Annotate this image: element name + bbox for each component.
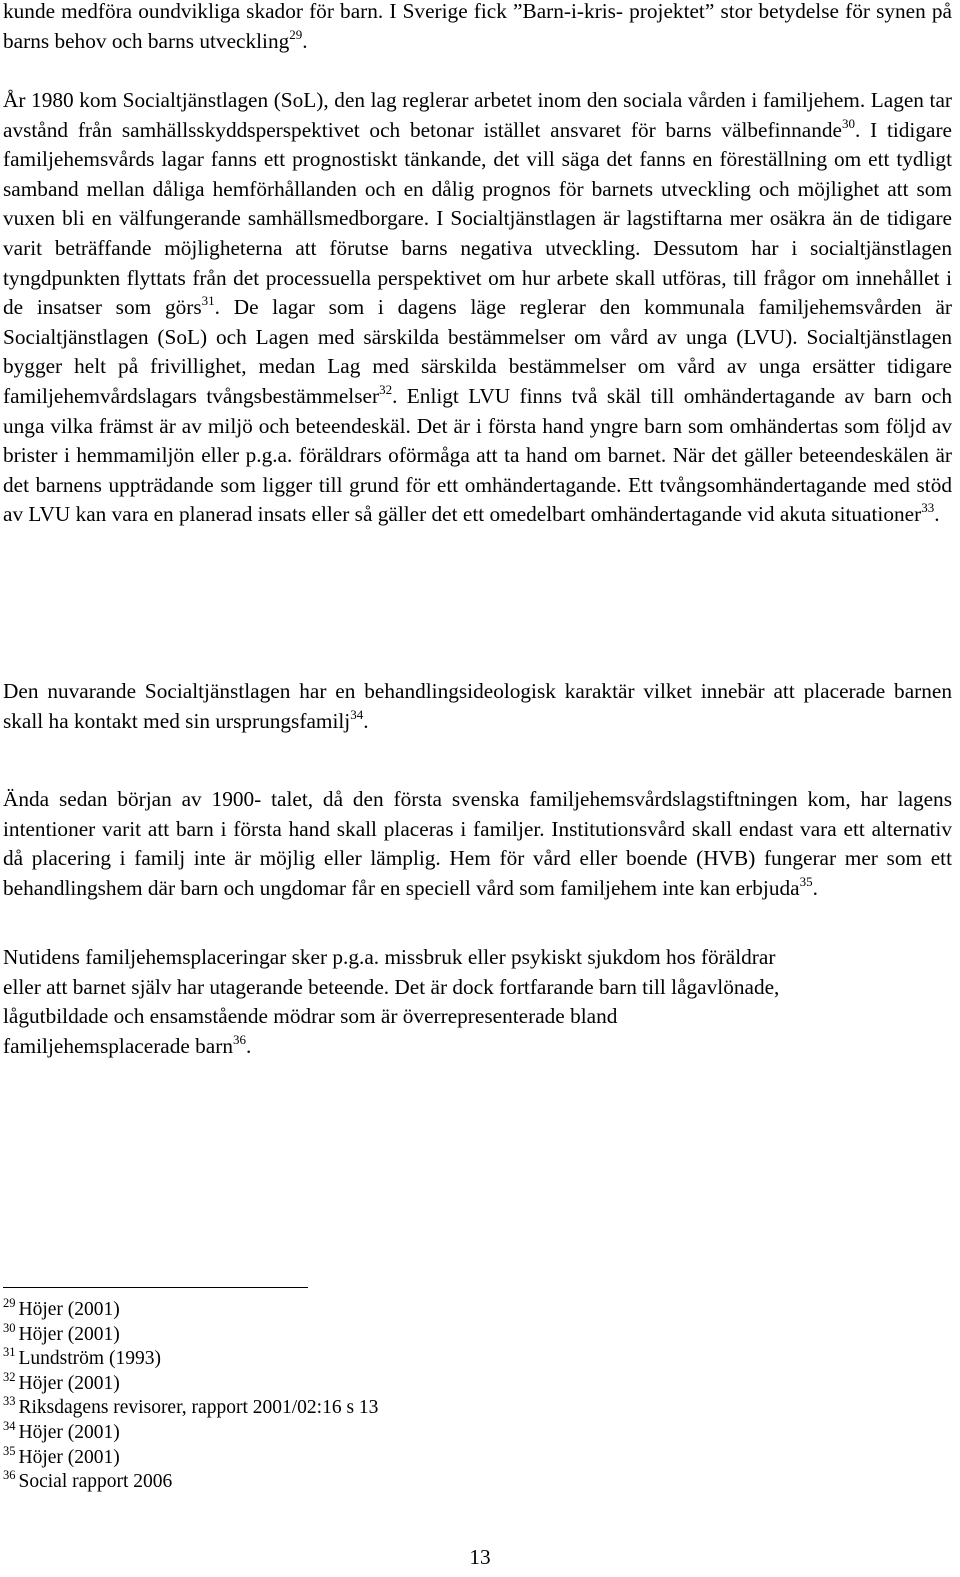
footnote-text: Riksdagens revisorer, rapport 2001/02:16 s 13 — [18, 1397, 379, 1419]
footnote-number: 29 — [3, 1296, 16, 1310]
footnote-text: Höjer (2001) — [18, 1323, 120, 1345]
paragraph-4-punct: . — [812, 875, 818, 900]
paragraph-5-punct: . — [246, 1033, 252, 1058]
paragraph-1-punct: . — [302, 28, 308, 53]
paragraph-4 — [3, 785, 952, 903]
paragraph-5-line-3: lågutbildade och ensamstående mödrar som är överrepresenterade bland — [3, 1004, 618, 1029]
footnote-ref-35[interactable]: 35 — [799, 873, 813, 889]
paragraph-5-line-1: Nutidens familjehemsplaceringar sker p.g.a. missbruk eller psykiskt sjukdom hos föräldrar — [3, 945, 776, 969]
paragraph-5-line-2: eller att barnet själv har utagerande beteende. Det är dock fortfarande barn till lågavlönade, — [3, 974, 780, 999]
paragraph-2-punct-d: . — [934, 502, 940, 527]
footnote-item — [3, 1298, 703, 1323]
footnote-ref-36[interactable]: 36 — [233, 1031, 247, 1047]
paragraph-5 — [3, 943, 952, 1061]
paragraph-5-line-4-text: familjehemsplacerade barn — [3, 1033, 234, 1058]
footnote-number: 36 — [3, 1468, 16, 1483]
page-number: 13 — [469, 1545, 491, 1569]
footnote-ref-34[interactable]: 34 — [350, 706, 364, 722]
paragraph-3 — [3, 677, 952, 736]
footnote-separator — [3, 1287, 308, 1288]
footnote-item — [3, 1443, 703, 1471]
footnote-item — [3, 1470, 703, 1495]
footnote-number: 30 — [3, 1320, 16, 1335]
paragraph-5-line-4 — [3, 1032, 952, 1062]
footnote-item — [3, 1418, 703, 1446]
footnote-number: 33 — [3, 1394, 16, 1409]
footnote-item — [3, 1347, 703, 1372]
paragraph-2-text-d: Enligt LVU finns två skäl till omhändertagande av barn och unga vilka främst är av miljö och beteendeskäl. Det är i första hand yngre barn som omhändertas som följd av brister i hemmamiljön eller p.g.a. föräldrars oförmåga att ta hand om barnet. När det gäller beteendeskälen är det barnens uppträdande som ligger till grund för ett omhändertagande. Ett tvångsomhändertagande med stöd av LVU kan vara en planerad insats eller så gäller det ett omedelbart omhändertagande vid akuta situationer — [3, 383, 952, 527]
footnote-text: Höjer (2001) — [18, 1299, 120, 1320]
paragraph-2-text-c: De lagar som i dagens läge reglerar den kommunala familjehemsvården är Socialtjänstlagen (SoL) och Lagen med särskilda bestämmelser om vård av unga (LVU). Socialtjänstlagen bygger helt på frivillighet, medan Lag med särskilda bestämmelser om vård av unga ersätter tidigare familjehemvårdslagars tvångsbestämmelser — [3, 295, 952, 408]
footnote-number: 32 — [3, 1369, 16, 1384]
paragraph-4-text: Ända sedan början av 1900- talet, då den första svenska familjehemsvårdslagstiftningen kom, har lagens intentioner varit att barn i första hand skall placeras i familjer. Institutionsvård skall endast vara ett alternativ då placering i familj inte är möjlig eller lämplig. Hem för vård eller boende (HVB) fungerar mer som ett behandlingshem där barn och ungdomar får en speciell vård som familjehem inte kan erbjuda — [3, 787, 952, 900]
paragraph-3-text: Den nuvarande Socialtjänstlagen har en behandlingsideologisk karaktär vilket innebär att placerade barnen skall ha kontakt med sin ursprungsfamilj — [3, 679, 952, 733]
footnote-text: Höjer (2001) — [18, 1372, 120, 1394]
footnote-ref-33[interactable]: 33 — [921, 500, 935, 516]
footnote-text: Social rapport 2006 — [18, 1471, 173, 1493]
paragraph-2-text-a: År 1980 kom Socialtjänstlagen (SoL), den lag reglerar arbetet inom den sociala vården i familjehem. Lagen tar avstånd från samhällsskyddsperspektivet och betonar istället ansvaret för barns välbefinnande — [3, 88, 952, 142]
footnote-item — [3, 1369, 703, 1397]
footnote-item — [3, 1396, 703, 1421]
paragraph-2-punct-b: . — [214, 295, 220, 320]
footnote-list — [3, 1298, 703, 1495]
footnote-item — [3, 1320, 703, 1348]
paragraph-2 — [3, 86, 952, 530]
footnote-text: Höjer (2001) — [18, 1446, 120, 1468]
paragraph-3-punct: . — [363, 708, 369, 733]
footnote-ref-31[interactable]: 31 — [201, 293, 215, 309]
paragraph-2-text-b: I tidigare familjehemsvårds lagar fanns ett prognostiskt tänkande, det vill säga det fanns en föreställning om ett tydligt samband mellan dåliga hemförhållanden och en dålig prognos för barnets utveckling och möjlighet att som vuxen bli en välfungerande samhällsmedborgare. I Socialtjänstlagen är lagstiftarna mer osäkra än de tidigare varit beträffande möjligheterna att förutse barns negativa utveckling. Dessutom har i socialtjänstlagen tyngdpunkten flyttats från det processuella perspektivet om hur arbete skall utföras, till frågor om innehållet i de insatser som görs — [3, 117, 952, 320]
paragraph-2-punct-a: . — [854, 117, 861, 142]
footnote-number: 31 — [3, 1345, 16, 1360]
paragraph-1-text: kunde medföra oundvikliga skador för barn. I Sverige fick ”Barn-i-kris- projektet” stor betydelse för synen på barns behov och barns utveckling — [3, 0, 952, 53]
footnote-ref-29[interactable]: 29 — [289, 26, 303, 42]
footnote-number: 35 — [3, 1443, 16, 1458]
footnote-text: Lundström (1993) — [18, 1348, 161, 1370]
paragraph-2-punct-c: . — [392, 383, 398, 408]
footnote-ref-32[interactable]: 32 — [379, 381, 393, 397]
footnote-text: Höjer (2001) — [18, 1421, 120, 1443]
paragraph-1 — [3, 0, 952, 56]
footnote-number: 34 — [3, 1418, 16, 1433]
footnote-ref-30[interactable]: 30 — [841, 115, 855, 131]
